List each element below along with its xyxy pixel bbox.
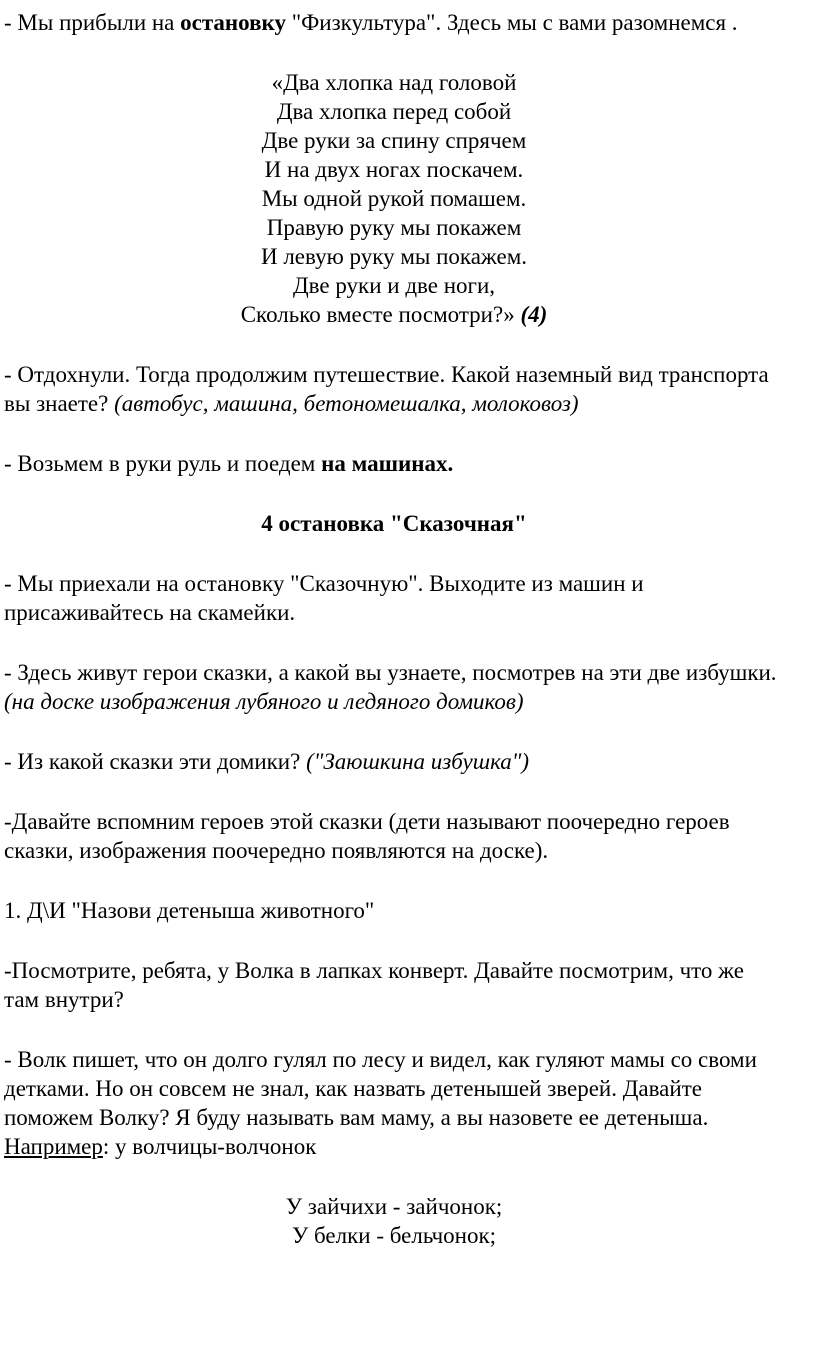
poem-line: Два хлопка перед собой: [276, 99, 512, 124]
answer-line: У белки - бельчонок;: [291, 1223, 497, 1248]
text-run: - Волк пишет, что он долго гулял по лесу и видел, как гуляют мамы со своми детками. Но он совсем не знал, как назвать детенышей зверей. Давайте поможем Волку? Я буду называть вам маму, а вы назовете ее детеныша.: [4, 1047, 757, 1130]
paragraph-steering-wheel: [4, 449, 784, 478]
poem-line: И на двух ногах поскачем.: [264, 157, 524, 182]
poem-line-with-answer: [4, 300, 784, 329]
poem-block: [4, 68, 784, 329]
text-run-italic: (на доске изображения лубяного и ледяного домиков): [4, 689, 524, 714]
text-run-underline: Например: [4, 1134, 103, 1159]
text-run-italic: ("Заюшкина избушка"): [306, 749, 530, 774]
text-run: - Отдохнули. Тогда продолжим путешествие. Какой наземный вид транспорта вы знаете?: [4, 362, 769, 416]
paragraph-wolf-letter: [4, 1045, 784, 1161]
poem-line: Две руки за спину спрячем: [261, 128, 527, 153]
paragraph-arrival-stop: [4, 8, 784, 37]
poem-line: Правую руку мы покажем: [266, 215, 522, 240]
paragraph-recall-heroes: -Давайте вспомним героев этой сказки (дети называют поочередно героев сказки, изображения поочередно появляются на доске).: [4, 809, 730, 863]
text-run-bold: на машинах.: [321, 451, 454, 476]
paragraph-which-tale: [4, 747, 784, 776]
text-run: - Возьмем в руки руль и поедем: [4, 451, 322, 476]
answers-block: [4, 1192, 784, 1250]
text-run: Сколько вместе посмотри?»: [240, 302, 521, 327]
text-run: - Здесь живут герои сказки, а какой вы узнаете, посмотрев на эти две избушки.: [4, 660, 777, 685]
poem-answer: (4): [520, 302, 548, 327]
answer-line: У зайчихи - зайчонок;: [285, 1194, 503, 1219]
paragraph-arrived-fairytale: - Мы приехали на остановку "Сказочную". Выходите из машин и присаживайтесь на скамейки.: [4, 571, 644, 625]
poem-line: И левую руку мы покажем.: [260, 244, 528, 269]
text-run-bold: остановку: [180, 10, 286, 35]
poem-line: «Два хлопка над головой: [271, 70, 517, 95]
poem-line: Мы одной рукой помашем.: [261, 186, 527, 211]
heading-stop4: 4 остановка "Сказочная": [261, 511, 527, 536]
poem-line: Две руки и две ноги,: [292, 273, 496, 298]
paragraph-fairytale-heroes: [4, 658, 784, 716]
text-run-italic: (автобус, машина, бетономешалка, молоковоз): [114, 391, 579, 416]
paragraph-game-title: 1. Д\И "Назови детеныша животного": [4, 898, 375, 923]
text-run: "Физкультура". Здесь мы с вами разомнемся .: [285, 10, 738, 35]
paragraph-wolf-envelope: -Посмотрите, ребята, у Волка в лапках конверт. Давайте посмотрим, что же там внутри?: [4, 958, 744, 1012]
text-run: - Из какой сказки эти домики?: [4, 749, 307, 774]
paragraph-transport-question: [4, 360, 784, 418]
text-run: - Мы прибыли на: [4, 10, 181, 35]
text-run: : у волчицы-волчонок: [102, 1134, 317, 1159]
